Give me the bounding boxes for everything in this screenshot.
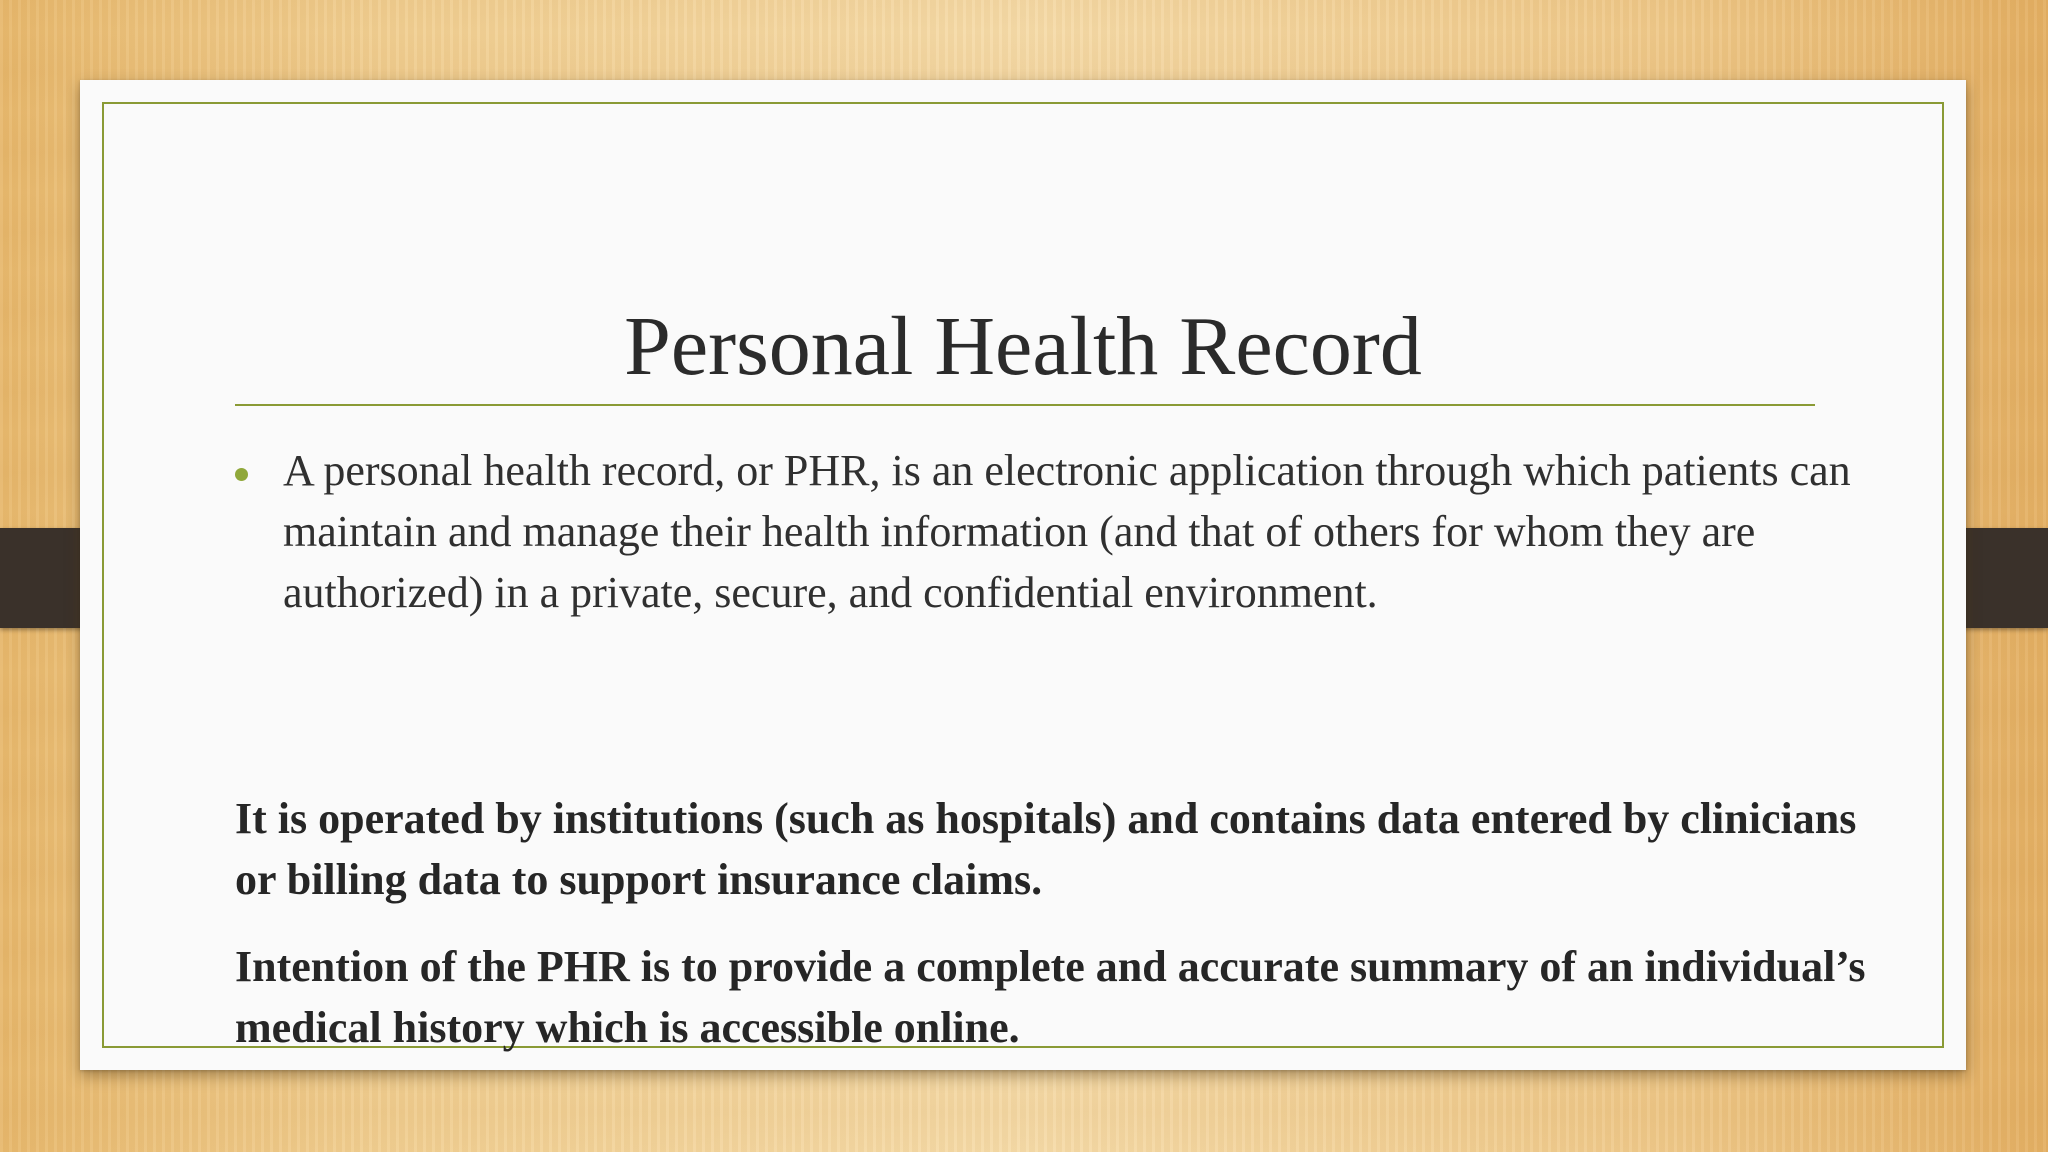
bullet-text: A personal health record, or PHR, is an electronic application through which patients can maintain and manage their health information (and that of others for whom they are authorized) in a private, secure, and confidential environment. — [283, 446, 1851, 617]
bullet-item — [235, 440, 1895, 623]
slide-card — [80, 80, 1966, 1070]
bullet-dot-icon — [235, 468, 248, 481]
slide-title: Personal Health Record — [624, 300, 1422, 393]
intention-paragraph: Intention of the PHR is to provide a complete and accurate summary of an individual’s medical history which is accessible online. — [235, 942, 1866, 1052]
title-divider — [235, 404, 1815, 406]
operated-by-paragraph: It is operated by institutions (such as hospitals) and contains data entered by clinicians or billing data to support insurance claims. — [235, 794, 1857, 904]
